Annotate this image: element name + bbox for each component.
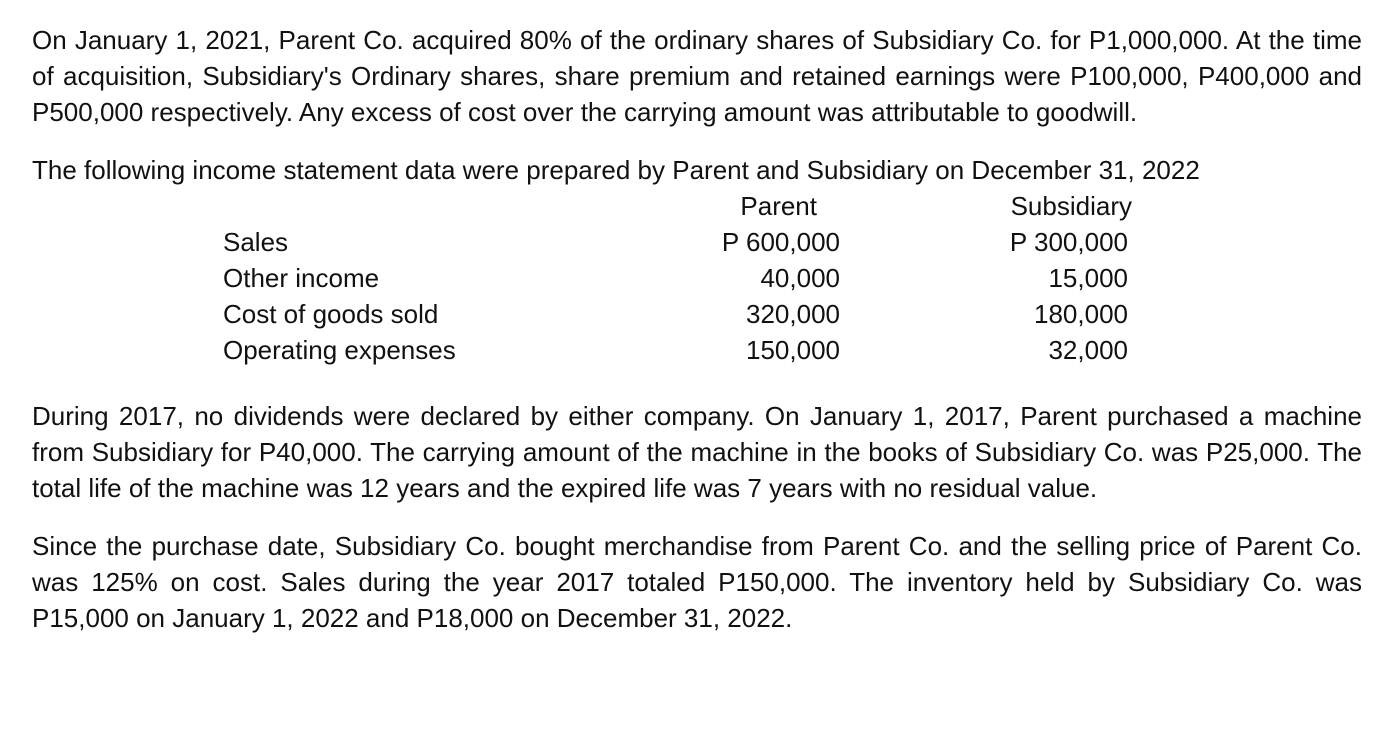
row-label: Sales bbox=[223, 227, 289, 257]
subsidiary-value: 15,000 bbox=[1048, 263, 1128, 293]
parent-value: 320,000 bbox=[746, 299, 840, 329]
table-row bbox=[32, 332, 1362, 368]
row-label: Cost of goods sold bbox=[223, 299, 439, 329]
parent-value: P 600,000 bbox=[721, 227, 840, 257]
document bbox=[32, 22, 1362, 636]
paragraph-income-statement-intro: The following income statement data were prepared by Parent and Subsidiary on December 31, 2022 bbox=[32, 155, 1200, 185]
subsidiary-value: 180,000 bbox=[1034, 299, 1128, 329]
subsidiary-value: P 300,000 bbox=[1009, 227, 1128, 257]
row-label: Operating expenses bbox=[223, 335, 456, 365]
paragraph-acquisition: On January 1, 2021, Parent Co. acquired 80% of the ordinary shares of Subsidiary Co. for P1,000,000. At the time of acquisition, Subsidiary's Ordinary shares, share premium and retained earnings were P100,000, P400,000 and P500,000 respectively. Any excess of cost over the carrying amount was attributable to goodwill. bbox=[32, 25, 1362, 127]
table-row bbox=[32, 224, 1362, 260]
header-parent: Parent bbox=[740, 191, 817, 221]
parent-value: 40,000 bbox=[760, 263, 840, 293]
header-subsidiary: Subsidiary bbox=[1010, 191, 1132, 221]
subsidiary-value: 32,000 bbox=[1048, 335, 1128, 365]
parent-value: 150,000 bbox=[746, 335, 840, 365]
table-row bbox=[32, 260, 1362, 296]
paragraph-machine-transfer: During 2017, no dividends were declared by either company. On January 1, 2017, Parent purchased a machine from Subsidiary for P40,000. The carrying amount of the machine in the books of Subsidiary Co. was P25,000. The total life of the machine was 12 years and the expired life was 7 years with no residual value. bbox=[32, 401, 1362, 503]
table-header-row bbox=[32, 188, 1362, 224]
table-row bbox=[32, 296, 1362, 332]
income-statement-table bbox=[32, 188, 1362, 398]
paragraph-merchandise-sales: Since the purchase date, Subsidiary Co. bought merchandise from Parent Co. and the selling price of Parent Co. was 125% on cost. Sales during the year 2017 totaled P150,000. The inventory held by Subsidiary Co. was P15,000 on January 1, 2022 and P18,000 on December 31, 2022. bbox=[32, 531, 1362, 633]
row-label: Other income bbox=[223, 263, 380, 293]
